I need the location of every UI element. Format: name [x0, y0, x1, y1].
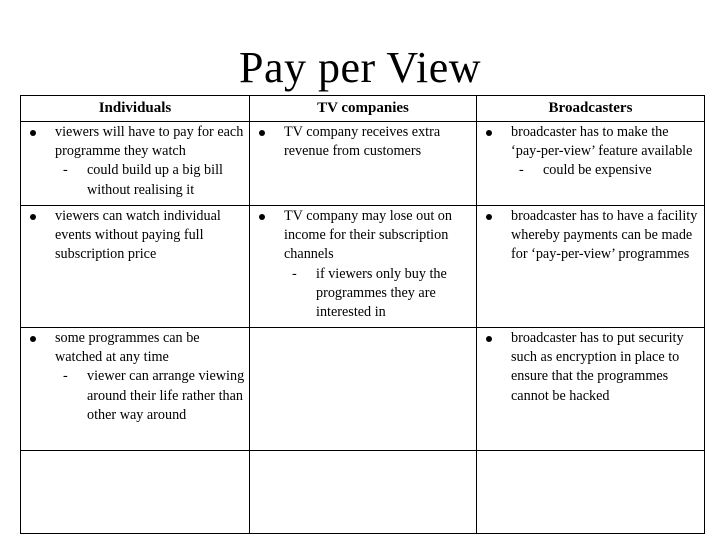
table-cell — [21, 328, 250, 451]
bullet-icon — [30, 336, 36, 342]
table-cell — [21, 122, 250, 206]
dash-marker: - — [292, 265, 297, 282]
dash-marker: - — [63, 368, 68, 385]
bullet-icon — [486, 130, 492, 136]
table-cell — [477, 122, 705, 206]
bullet-text: TV company may lose out on income for their subscription channels — [284, 208, 452, 263]
sub-point-text: viewer can arrange viewing around their life rather than other way around — [87, 368, 245, 423]
dash-marker: - — [63, 162, 68, 179]
sub-point — [63, 367, 249, 425]
table-cell — [250, 122, 477, 206]
comparison-table — [20, 95, 705, 534]
sub-point — [63, 161, 249, 199]
header-tv-companies: TV companies — [250, 96, 477, 122]
sub-point — [519, 161, 704, 180]
header-broadcasters: Broadcasters — [477, 96, 705, 122]
bullet-text: broadcaster has to put security such as encryption in place to ensure that the programmes cannot be hacked — [511, 330, 684, 404]
table-row — [21, 122, 705, 206]
table-cell — [250, 451, 477, 534]
table-row — [21, 328, 705, 451]
bullet-icon — [486, 214, 492, 220]
sub-point-text: could be expensive — [543, 162, 652, 179]
bullet-text: viewers can watch individual events without paying full subscription price — [55, 208, 221, 263]
sub-point-text: if viewers only buy the programmes they are interested in — [316, 265, 447, 321]
sub-point — [292, 265, 476, 323]
bullet-text: some programmes can be watched at any time — [55, 330, 200, 366]
table-cell — [477, 206, 705, 328]
header-individuals: Individuals — [21, 96, 250, 122]
bullet-text: broadcaster has to make the ‘pay-per-view’ feature available — [511, 124, 693, 160]
bullet-icon — [30, 214, 36, 220]
bullet-icon — [259, 214, 265, 220]
bullet-icon — [486, 336, 492, 342]
bullet-text: broadcaster has to have a facility whereby payments can be made for ‘pay-per-view’ programmes — [511, 208, 698, 263]
table-cell — [21, 451, 250, 534]
table-cell — [250, 206, 477, 328]
table-cell — [21, 206, 250, 328]
bullet-text: TV company receives extra revenue from customers — [284, 124, 441, 160]
slide-title: Pay per View — [238, 43, 482, 92]
bullet-icon — [259, 130, 265, 136]
bullet-icon — [30, 130, 36, 136]
dash-marker: - — [519, 162, 524, 179]
header-row — [21, 96, 705, 122]
sub-point-text: could build up a big bill without realising it — [87, 162, 223, 198]
table-cell — [250, 328, 477, 451]
table-cell — [477, 451, 705, 534]
table-row — [21, 206, 705, 328]
table-cell — [477, 328, 705, 451]
bullet-text: viewers will have to pay for each programme they watch — [55, 124, 244, 160]
table-row — [21, 451, 705, 534]
